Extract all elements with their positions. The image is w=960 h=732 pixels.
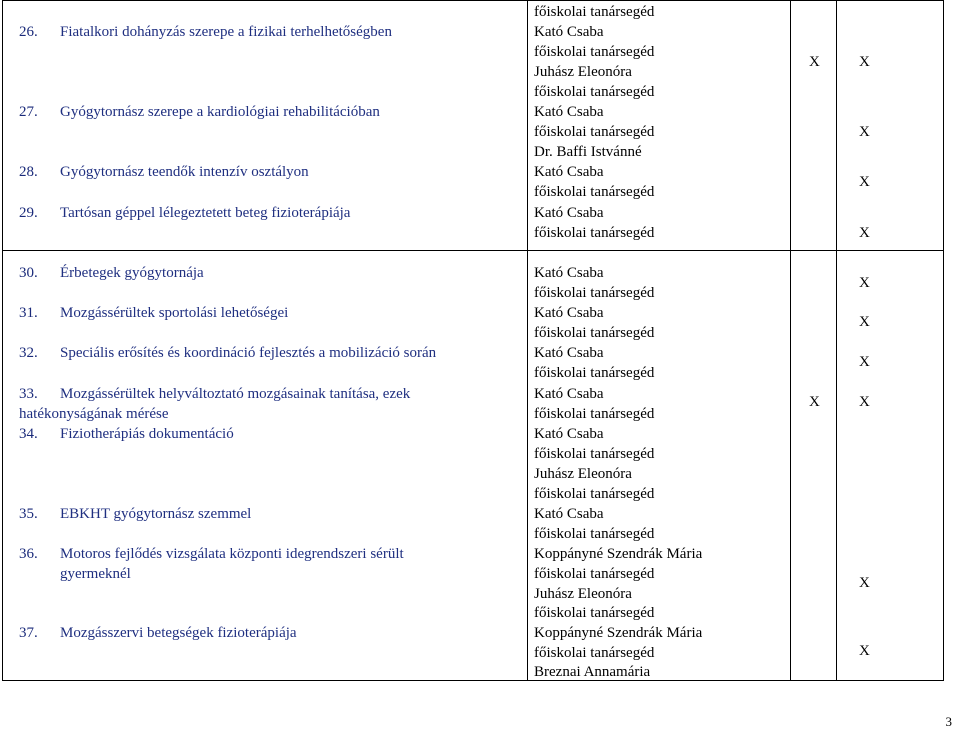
mark-col-2: X [859, 575, 870, 591]
teacher-line: főiskolai tanársegéd [534, 184, 655, 200]
teacher-line: Kató Csaba [534, 345, 604, 361]
teacher-line: Dr. Baffi Istvánné [534, 144, 642, 160]
teacher-line: főiskolai tanársegéd [534, 325, 655, 341]
row-number: 34. [19, 426, 38, 442]
teacher-line: főiskolai tanársegéd [534, 44, 655, 60]
teacher-line: főiskolai tanársegéd [534, 4, 655, 20]
mark-col-2: X [859, 174, 870, 190]
table-right-border [943, 0, 944, 681]
table-left-border [2, 0, 3, 681]
mark-col-1: X [809, 54, 820, 70]
row-title: Fiziotherápiás dokumentáció [60, 426, 234, 442]
mark-col-2: X [859, 643, 870, 659]
row-number: 37. [19, 625, 38, 641]
row-title: Speciális erősítés és koordináció fejlesztés a mobilizáció során [60, 345, 437, 361]
row-title: Motoros fejlődés vizsgálata központi idegrendszeri sérült [60, 546, 404, 562]
teacher-line: Juhász Eleonóra [534, 64, 632, 80]
teacher-line: Juhász Eleonóra [534, 586, 632, 602]
row-title: Mozgássérültek helyváltoztató mozgásainak tanítása, ezek [60, 386, 411, 402]
table-col-divider-1 [527, 0, 528, 681]
row-title-continued: gyermeknél [60, 566, 131, 582]
row-title: Fiatalkori dohányzás szerepe a fizikai terhelhetőségben [60, 24, 392, 40]
row-number: 32. [19, 345, 38, 361]
teacher-line: főiskolai tanársegéd [534, 645, 655, 661]
teacher-line: főiskolai tanársegéd [534, 605, 655, 621]
teacher-line: Kató Csaba [534, 386, 604, 402]
teacher-line: Juhász Eleonóra [534, 466, 632, 482]
teacher-line: Koppányné Szendrák Mária [534, 546, 703, 562]
row-number: 29. [19, 205, 38, 221]
row-number: 35. [19, 506, 38, 522]
mark-col-2: X [859, 394, 870, 410]
row-number: 30. [19, 265, 38, 281]
row-title: Mozgássérültek sportolási lehetőségei [60, 305, 289, 321]
teacher-line: Kató Csaba [534, 24, 604, 40]
row-number: 33. [19, 386, 38, 402]
teacher-line: főiskolai tanársegéd [534, 225, 655, 241]
teacher-line: Kató Csaba [534, 265, 604, 281]
mark-col-2: X [859, 124, 870, 140]
teacher-line: főiskolai tanársegéd [534, 285, 655, 301]
section-divider [2, 250, 944, 251]
row-number: 28. [19, 164, 38, 180]
row-number: 36. [19, 546, 38, 562]
row-title: EBKHT gyógytornász szemmel [60, 506, 252, 522]
row-number: 31. [19, 305, 38, 321]
mark-col-2: X [859, 354, 870, 370]
teacher-line: főiskolai tanársegéd [534, 446, 655, 462]
teacher-line: főiskolai tanársegéd [534, 406, 655, 422]
teacher-line: Breznai Annamária [534, 664, 651, 680]
teacher-line: Kató Csaba [534, 164, 604, 180]
teacher-line: Kató Csaba [534, 506, 604, 522]
table-top-border [2, 0, 944, 1]
teacher-line: főiskolai tanársegéd [534, 486, 655, 502]
mark-col-1: X [809, 394, 820, 410]
teacher-line: Koppányné Szendrák Mária [534, 625, 703, 641]
mark-col-2: X [859, 54, 870, 70]
teacher-line: főiskolai tanársegéd [534, 84, 655, 100]
row-title-continued: hatékonyságának mérése [19, 406, 169, 422]
table-col-divider-2 [790, 0, 791, 681]
row-number: 27. [19, 104, 38, 120]
teacher-line: Kató Csaba [534, 305, 604, 321]
row-title: Tartósan géppel lélegeztetett beteg fizioterápiája [60, 205, 351, 221]
table-col-divider-3 [836, 0, 837, 681]
page-number: 3 [945, 714, 952, 729]
mark-col-2: X [859, 314, 870, 330]
teacher-line: főiskolai tanársegéd [534, 526, 655, 542]
row-title: Mozgásszervi betegségek fizioterápiája [60, 625, 297, 641]
teacher-line: Kató Csaba [534, 205, 604, 221]
teacher-line: Kató Csaba [534, 426, 604, 442]
mark-col-2: X [859, 225, 870, 241]
row-title: Gyógytornász szerepe a kardiológiai rehabilitációban [60, 104, 380, 120]
teacher-line: főiskolai tanársegéd [534, 566, 655, 582]
mark-col-2: X [859, 275, 870, 291]
row-number: 26. [19, 24, 38, 40]
teacher-line: Kató Csaba [534, 104, 604, 120]
teacher-line: főiskolai tanársegéd [534, 365, 655, 381]
row-title: Gyógytornász teendők intenzív osztályon [60, 164, 309, 180]
row-title: Érbetegek gyógytornája [60, 265, 204, 281]
table-bottom-border [2, 680, 944, 681]
teacher-line: főiskolai tanársegéd [534, 124, 655, 140]
